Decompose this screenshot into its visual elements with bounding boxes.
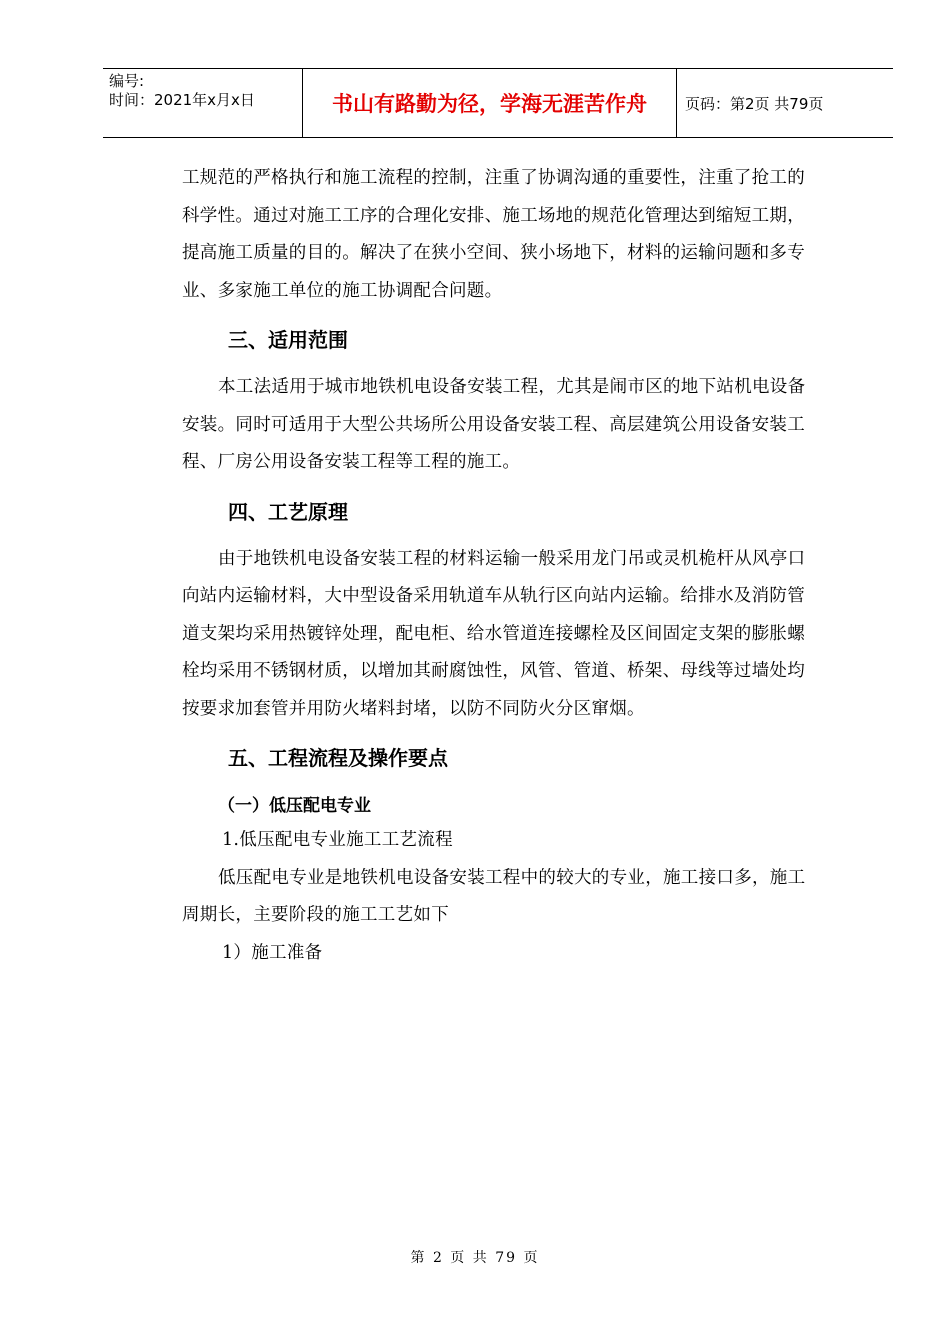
code-label: 编号: bbox=[109, 72, 145, 90]
header-motto: 书山有路勤为径，学海无涯苦作舟 bbox=[303, 69, 677, 137]
subsection-heading-1: （一）低压配电专业 bbox=[218, 796, 371, 816]
paragraph-1: 工规范的严格执行和施工流程的控制，注重了协调沟通的重要性，注重了抢工的科学性。通过对施工工序的合理化安排、施工场地的规范化管理达到缩短工期，提高施工质量的目的。解决了在狭小空间、狭小场地下，材料的运输问题和多专业、多家施工单位的施工协调配合问题。 bbox=[182, 168, 805, 301]
section-heading-4: 四、工艺原理 bbox=[228, 499, 348, 524]
header-page-info: 页码：第2页 共79页 bbox=[685, 94, 824, 113]
page-footer: 第 2 页 共 79 页 bbox=[410, 1250, 540, 1266]
paragraph-3: 由于地铁机电设备安装工程的材料运输一般采用龙门吊或灵机桅杆从风亭口向站内运输材料，大中型设备采用轨道车从轨行区向站内运输。给排水及消防管道支架均采用热镀锌处理，配电柜、给水管道连接螺栓及区间固定支架的膨胀螺栓均采用不锈钢材质，以增加其耐腐蚀性，风管、管道、桥架、母线等过墙处均按要求加套管并用防火堵料封堵，以防不同防火分区窜烟。 bbox=[182, 548, 806, 719]
section-heading-3: 三、适用范围 bbox=[228, 328, 348, 352]
time-label: 时间：2021年x月x日 bbox=[109, 91, 255, 109]
document-body bbox=[182, 160, 822, 972]
page-header bbox=[103, 68, 893, 138]
list-item-2: 1）施工准备 bbox=[222, 942, 323, 963]
header-meta bbox=[103, 69, 303, 137]
list-item-1: 1.低压配电专业施工工艺流程 bbox=[222, 830, 453, 850]
paragraph-2: 本工法适用于城市地铁机电设备安装工程，尤其是闹市区的地下站机电设备安装。同时可适用于大型公共场所公用设备安装工程、高层建筑公用设备安装工程、厂房公用设备安装工程等工程的施工。 bbox=[182, 377, 806, 472]
paragraph-4: 低压配电专业是地铁机电设备安装工程中的较大的专业，施工接口多，施工周期长，主要阶段的施工工艺如下 bbox=[182, 867, 806, 925]
section-heading-5: 五、工程流程及操作要点 bbox=[228, 746, 448, 770]
